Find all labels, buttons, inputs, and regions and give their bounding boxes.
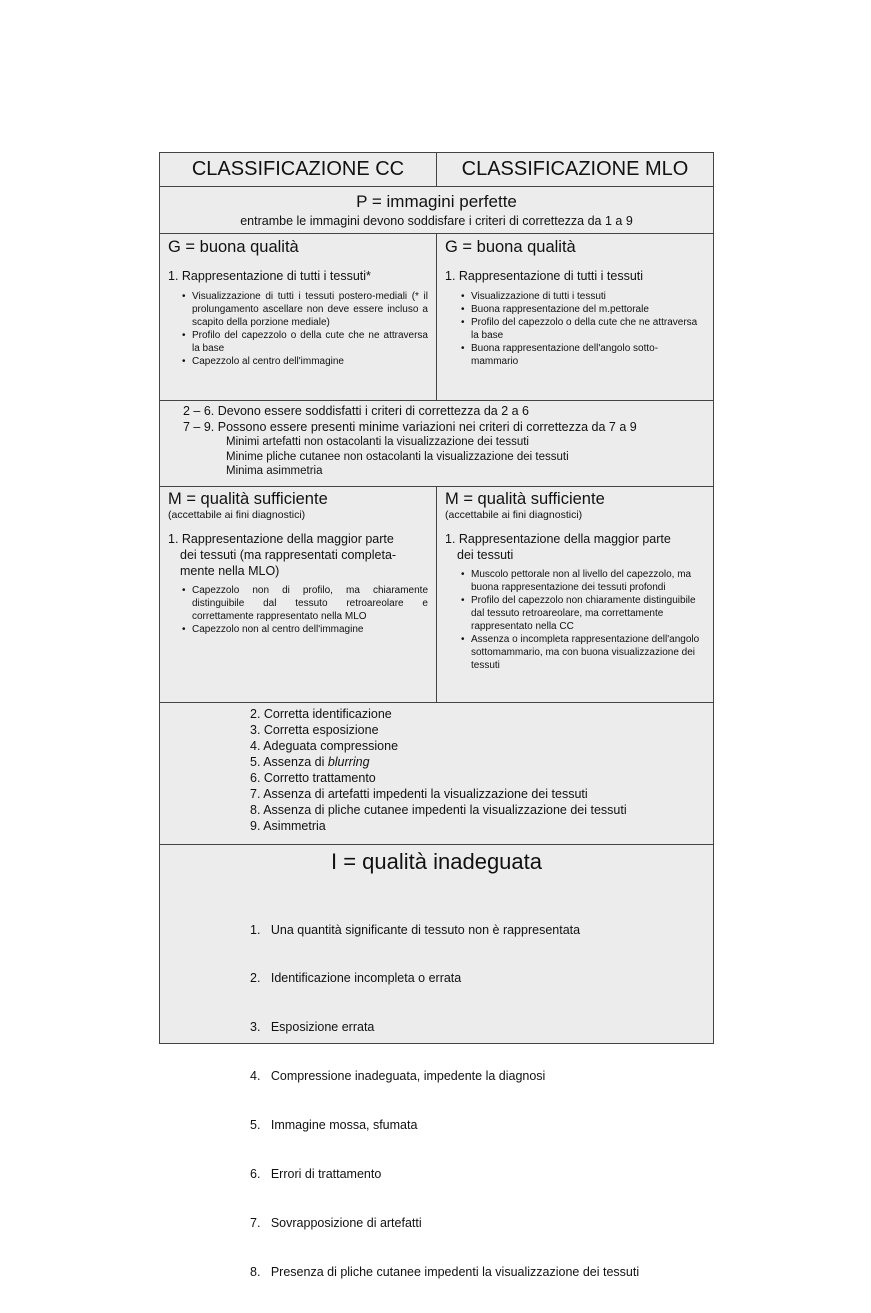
g-cc-title: G = buona qualità xyxy=(168,238,299,256)
i-title: I = qualità inadeguata xyxy=(330,849,542,874)
g-mlo-bullets xyxy=(461,290,705,368)
m-cc-item1: dei tessuti (ma rappresentati completa- xyxy=(180,548,397,562)
criteria-item: 7. Assenza di artefatti impedenti la visualizzazione dei tessuti xyxy=(250,787,588,801)
p-subtitle: entrambe le immagini devono soddisfare i criteri di correttezza da 1 a 9 xyxy=(240,214,633,228)
p-section xyxy=(160,187,713,234)
m-mlo-note: (accettabile ai fini diagnostici) xyxy=(445,509,583,521)
criteria-item-5-prefix: 5. Assenza di xyxy=(250,755,328,769)
i-list xyxy=(250,889,713,1313)
m-cc-bullets xyxy=(182,584,428,636)
m-mlo-bullet: • Muscolo pettorale non al livello del capezzolo, ma buona rappresentazione dei tessuti profondi xyxy=(461,568,705,594)
i-item: 7. Sovrapposizione di artefatti xyxy=(250,1215,422,1230)
m-cc-note: (accettabile ai fini diagnostici) xyxy=(168,509,306,521)
criteria-item: 4. Adeguata compressione xyxy=(250,739,399,753)
criteria-item: 6. Corretto trattamento xyxy=(250,771,376,785)
g-mlo-section xyxy=(437,234,713,401)
g-cc-bullet: • Visualizzazione di tutti i tessuti postero-mediali (* il prolungamento ascellare non deve essere incluso a scapito della porzione mediale) xyxy=(182,290,428,329)
p-title: P = immagini perfette xyxy=(356,192,517,211)
i-item: 8. Presenza di pliche cutanee impedenti la visualizzazione dei tessuti xyxy=(250,1264,640,1279)
g-cc-bullet: • Profilo del capezzolo o della cute che ne attraversa la base xyxy=(182,329,428,355)
m-mlo-item1: dei tessuti xyxy=(457,548,514,562)
i-item: 6. Errori di trattamento xyxy=(250,1167,382,1182)
i-item: 3. Esposizione errata xyxy=(250,1020,375,1035)
criteria-sub: Minime pliche cutanee non ostacolanti la visualizzazione dei tessuti xyxy=(226,450,569,463)
criteria-item: 2. Corretta identificazione xyxy=(250,707,392,721)
g-mlo-bullet: • Buona rappresentazione dell'angolo sotto-mammario xyxy=(461,342,705,368)
m-mlo-bullet: • Profilo del capezzolo non chiaramente distinguibile dal tessuto retroareolare, ma correttamente rappresentato nella CC xyxy=(461,594,705,633)
m-cc-section xyxy=(160,487,437,703)
header-mlo: CLASSIFICAZIONE MLO xyxy=(437,153,713,187)
criteria-item xyxy=(250,754,713,770)
criteria-item-5-italic: blurring xyxy=(327,755,370,769)
m-mlo-item1: 1. Rappresentazione della maggior parte xyxy=(445,532,671,546)
g-mlo-title: G = buona qualità xyxy=(445,238,576,256)
g-cc-section xyxy=(160,234,437,401)
classification-table xyxy=(159,152,714,1279)
criteria-sub: Minimi artefatti non ostacolanti la visualizzazione dei tessuti xyxy=(226,436,529,448)
criteria-mid-section xyxy=(160,401,713,487)
g-cc-bullet: • Capezzolo al centro dell'immagine xyxy=(182,355,428,368)
m-mlo-bullet: • Assenza o incompleta rappresentazione dell'angolo sottomammario, ma con buona visualizzazione dei tessuti xyxy=(461,633,705,672)
m-mlo-bullets xyxy=(461,568,705,672)
i-item: 2. Identificazione incompleta o errata xyxy=(250,971,462,986)
criteria-item: 8. Assenza di pliche cutanee impedenti la visualizzazione dei tessuti xyxy=(250,803,627,817)
i-section xyxy=(160,845,713,1279)
criteria-item: 3. Corretta esposizione xyxy=(250,723,379,737)
i-item: 1. Una quantità significante di tessuto non è rappresentata xyxy=(250,922,581,937)
criteria-list xyxy=(250,706,713,834)
m-mlo-section xyxy=(437,487,713,703)
g-mlo-bullet: • Visualizzazione di tutti i tessuti xyxy=(461,290,705,303)
header-cc: CLASSIFICAZIONE CC xyxy=(160,153,437,187)
i-item: 5. Immagine mossa, sfumata xyxy=(250,1118,418,1133)
g-cc-item1: 1. Rappresentazione di tutti i tessuti* xyxy=(168,269,371,283)
m-cc-bullet: • Capezzolo non al centro dell'immagine xyxy=(182,623,428,636)
m-cc-item1: mente nella MLO) xyxy=(180,564,280,578)
m-cc-item1: 1. Rappresentazione della maggior parte xyxy=(168,532,394,546)
m-mlo-title: M = qualità sufficiente xyxy=(445,490,605,508)
g-mlo-bullet: • Buona rappresentazione del m.pettorale xyxy=(461,303,705,316)
criteria-line-1: 2 – 6. Devono essere soddisfatti i criteri di correttezza da 2 a 6 xyxy=(183,404,530,418)
m-cc-title: M = qualità sufficiente xyxy=(168,490,328,508)
g-mlo-item1: 1. Rappresentazione di tutti i tessuti xyxy=(445,269,644,283)
g-mlo-bullet: • Profilo del capezzolo o della cute che ne attraversa la base xyxy=(461,316,705,342)
i-item: 4. Compressione inadeguata, impedente la diagnosi xyxy=(250,1069,546,1084)
criteria-item: 9. Asimmetria xyxy=(250,819,326,833)
g-cc-bullets xyxy=(182,290,428,368)
criteria-line-2: 7 – 9. Possono essere presenti minime variazioni nei criteri di correttezza da 7 a 9 xyxy=(183,419,637,434)
criteria-sub: Minima asimmetria xyxy=(226,465,323,477)
criteria-list-section xyxy=(160,703,713,845)
m-cc-bullet: • Capezzolo non di profilo, ma chiaramente distinguibile dal tessuto retroareolare e correttamente rappresentato nella MLO xyxy=(182,584,428,623)
